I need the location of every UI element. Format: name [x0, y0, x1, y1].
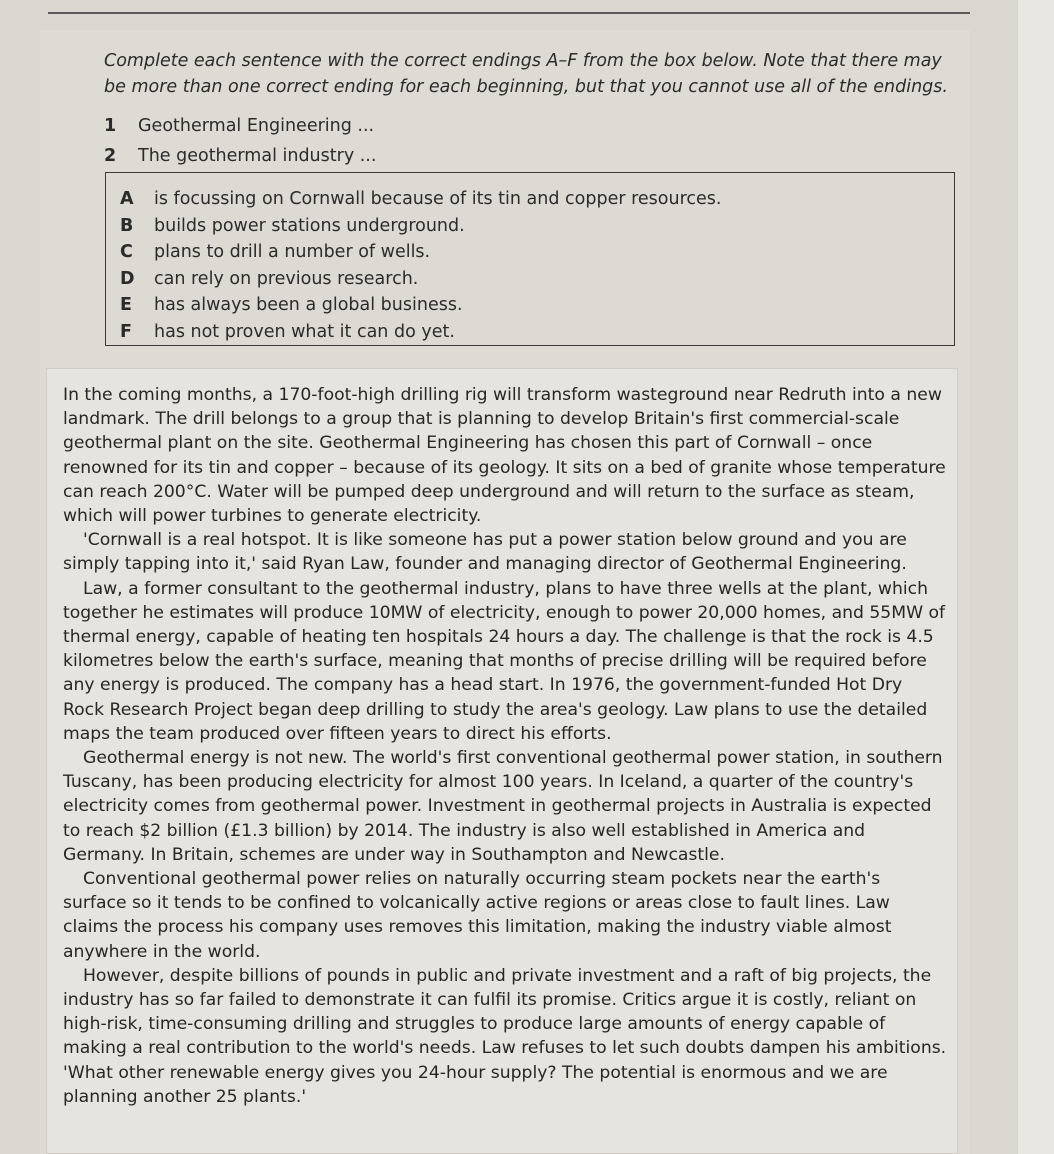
- ending-text: can rely on previous research.: [154, 268, 419, 289]
- article-paragraph-2: 'Cornwall is a real hotspot. It is like someone has put a power station below ground and you are simply tapping into it,' said Ryan Law, founder and managing director of Geothermal Engineering.: [63, 530, 907, 575]
- ending-text: builds power stations underground.: [154, 215, 465, 236]
- sentence-number: 2: [104, 146, 117, 166]
- article-paragraph-6: However, despite billions of pounds in public and private investment and a raft of big projects, the industry has so far failed to demonstrate it can fulfil its promise. Critics argue it is costly, reliant on high-risk, time-consuming drilling and struggles to produce large amounts of energy capable of making a real contribution to the world's needs. Law refuses to let such doubts dampen his ambitions. 'What other renewable energy gives you 24-hour supply? The potential is enormous and we are planning another 25 plants.': [63, 965, 947, 1107]
- task-instructions: Complete each sentence with the correct endings A–F from the box below. Note that there may be more than one correct ending for each beginning, but that you cannot use all of the endings.: [104, 51, 948, 97]
- sentence-text: Geothermal Engineering ...: [138, 116, 375, 136]
- ending-text: has always been a global business.: [154, 295, 463, 316]
- article-paragraph-5: Conventional geothermal power relies on naturally occurring steam pockets near the earth's surface so it tends to be confined to volcanically active regions or areas close to fault lines. Law claims the process his company uses removes this limitation, making the industry viable almost anywhere in the world.: [63, 869, 892, 962]
- endings-box: [105, 172, 955, 346]
- ending-letter: C: [120, 242, 133, 263]
- reading-passage: [46, 368, 958, 1154]
- top-divider: [48, 12, 970, 14]
- ending-letter: D: [120, 268, 135, 289]
- ending-c: [120, 239, 954, 266]
- page-edge: [1018, 0, 1054, 1154]
- ending-text: is focussing on Cornwall because of its tin and copper resources.: [154, 189, 722, 209]
- sentence-beginning-2: [104, 146, 376, 166]
- ending-d: [120, 266, 954, 293]
- article-paragraph-4: Geothermal energy is not new. The world's first conventional geothermal power station, in southern Tuscany, has been producing electricity for almost 100 years. In Iceland, a quarter of the country's electricity comes from geothermal power. Investment in geothermal projects in Australia is expected to reach $2 billion (£1.3 billion) by 2014. The industry is also well established in America and Germany. In Britain, schemes are under way in Southampton and Newcastle.: [63, 748, 943, 865]
- ending-text: has not proven what it can do yet.: [154, 321, 455, 342]
- ending-letter: E: [120, 295, 132, 316]
- article-paragraph-3: Law, a former consultant to the geothermal industry, plans to have three wells at the plant, which together he estimates will produce 10MW of electricity, enough to power 20,000 homes, and 55MW of thermal energy, capable of heating ten hospitals 24 hours a day. The challenge is that the rock is 4.5 kilometres below the earth's surface, meaning that months of precise drilling will be required before any energy is produced. The company has a head start. In 1976, the government-funded Hot Dry Rock Research Project began deep drilling to study the area's geology. Law plans to use the detailed maps the team produced over fifteen years to direct his efforts.: [63, 578, 946, 744]
- ending-e: [120, 292, 954, 319]
- article-paragraph-1: In the coming months, a 170-foot-high drilling rig will transform wasteground near Redruth into a new landmark. The drill belongs to a group that is planning to develop Britain's first commercial-scale geothermal plant on the site. Geothermal Engineering has chosen this part of Cornwall – once renowned for its tin and copper – because of its geology. It sits on a bed of granite whose temperature can reach 200°C. Water will be pumped deep underground and will return to the surface as steam, which will power turbines to generate electricity.: [63, 385, 946, 527]
- ending-b: [120, 213, 954, 240]
- ending-letter: B: [120, 215, 134, 236]
- ending-letter: F: [120, 321, 132, 342]
- sentence-text: The geothermal industry ...: [138, 146, 377, 166]
- ending-letter: A: [120, 189, 134, 209]
- sentence-number: 1: [104, 116, 117, 136]
- sentence-beginning-1: [104, 116, 374, 136]
- ending-f: [120, 319, 954, 346]
- ending-text: plans to drill a number of wells.: [154, 242, 431, 263]
- ending-a: [120, 186, 954, 213]
